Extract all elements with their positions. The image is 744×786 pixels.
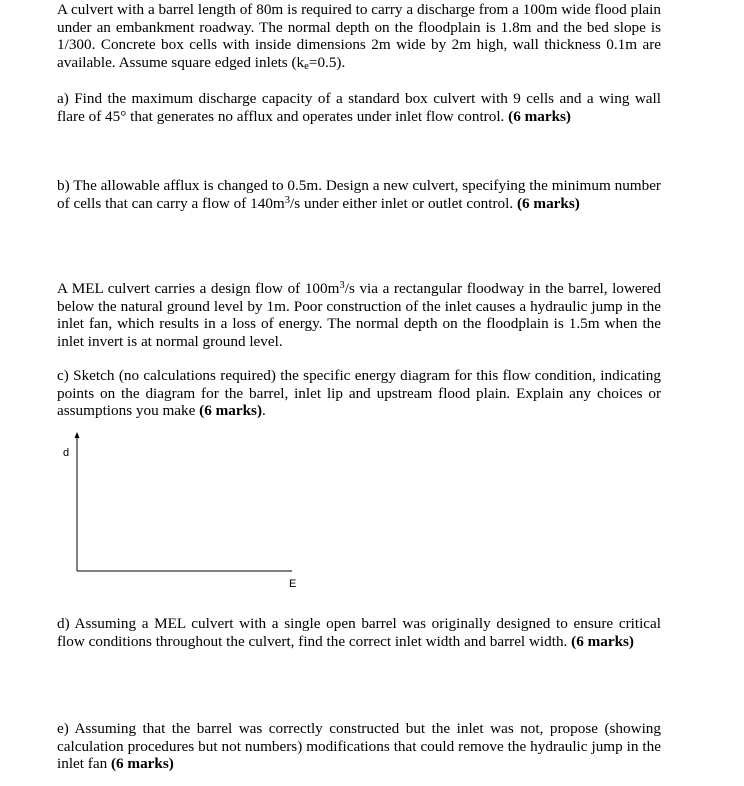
cubic-superscript: 3 <box>339 280 345 291</box>
mel-intro-text: A MEL culvert carries a design flow of 100m <box>57 280 340 297</box>
question-b-text: b) The allowable afflux is changed to 0.5m. Design a new culvert, specifying the minimum number of cells that can carry a flow of 140m <box>57 177 661 212</box>
question-b-marks: (6 marks) <box>516 194 580 212</box>
y-axis-label: d <box>63 447 70 459</box>
question-d-text: d) Assuming a MEL culvert with a single open barrel was originally designed to ensure critical flow conditions throughout the culvert, find the correct inlet width and barrel width. <box>57 615 661 650</box>
question-c <box>57 367 661 420</box>
specific-energy-sketch-axes <box>60 428 320 598</box>
question-b-text-end: /s under either inlet or outlet control. <box>290 194 517 212</box>
question-d <box>57 615 661 650</box>
intro-paragraph <box>57 1 661 71</box>
question-c-end: . <box>262 402 266 420</box>
question-c-text: c) Sketch (no calculations required) the specific energy diagram for this flow condition, indicating points on the diagram for the barrel, inlet lip and upstream flood plain. Explain any choices or assumptions you make <box>57 367 661 420</box>
ke-subscript: e <box>304 60 309 72</box>
x-axis-label: E <box>289 578 297 590</box>
mel-intro-paragraph <box>57 280 661 350</box>
y-axis-arrow <box>75 432 80 438</box>
question-b <box>57 177 661 212</box>
question-e-text: e) Assuming that the barrel was correctly constructed but the inlet was not, propose (showing calculation procedures but not numbers) modifications that could remove the hydraulic jump in the inlet fan <box>57 720 661 773</box>
question-e-marks: (6 marks) <box>110 755 174 773</box>
question-d-marks: (6 marks) <box>571 632 634 650</box>
question-c-marks: (6 marks) <box>199 402 263 420</box>
cubic-superscript: 3 <box>284 194 291 206</box>
question-e <box>57 720 661 773</box>
question-a-marks: (6 marks) <box>508 107 571 125</box>
question-a-text: a) Find the maximum discharge capacity of a standard box culvert with 9 cells and a wing wall flare of 45° that generates no afflux and operates under inlet flow control. <box>57 90 661 125</box>
intro-text: A culvert with a barrel length of 80m is required to carry a discharge from a 100m wide flood plain under an embankment roadway. The normal depth on the floodplain is 1.8m and the bed slope is 1/300. Concrete box cells with inside dimensions 2m wide by 2m high, wall thickness 0.1m are available. Assume square edged inlets (k <box>57 1 661 71</box>
intro-text-end: =0.5). <box>308 53 346 71</box>
mel-intro-text-end: /s via a rectangular floodway in the barrel, lowered below the natural ground level by 1m. Poor construction of the inlet causes a hydraulic jump in the inlet fan, which results in a loss of energy. The normal depth on the floodplain is 1.5m when the inlet invert is at normal ground level. <box>57 280 661 350</box>
question-a <box>57 90 661 125</box>
